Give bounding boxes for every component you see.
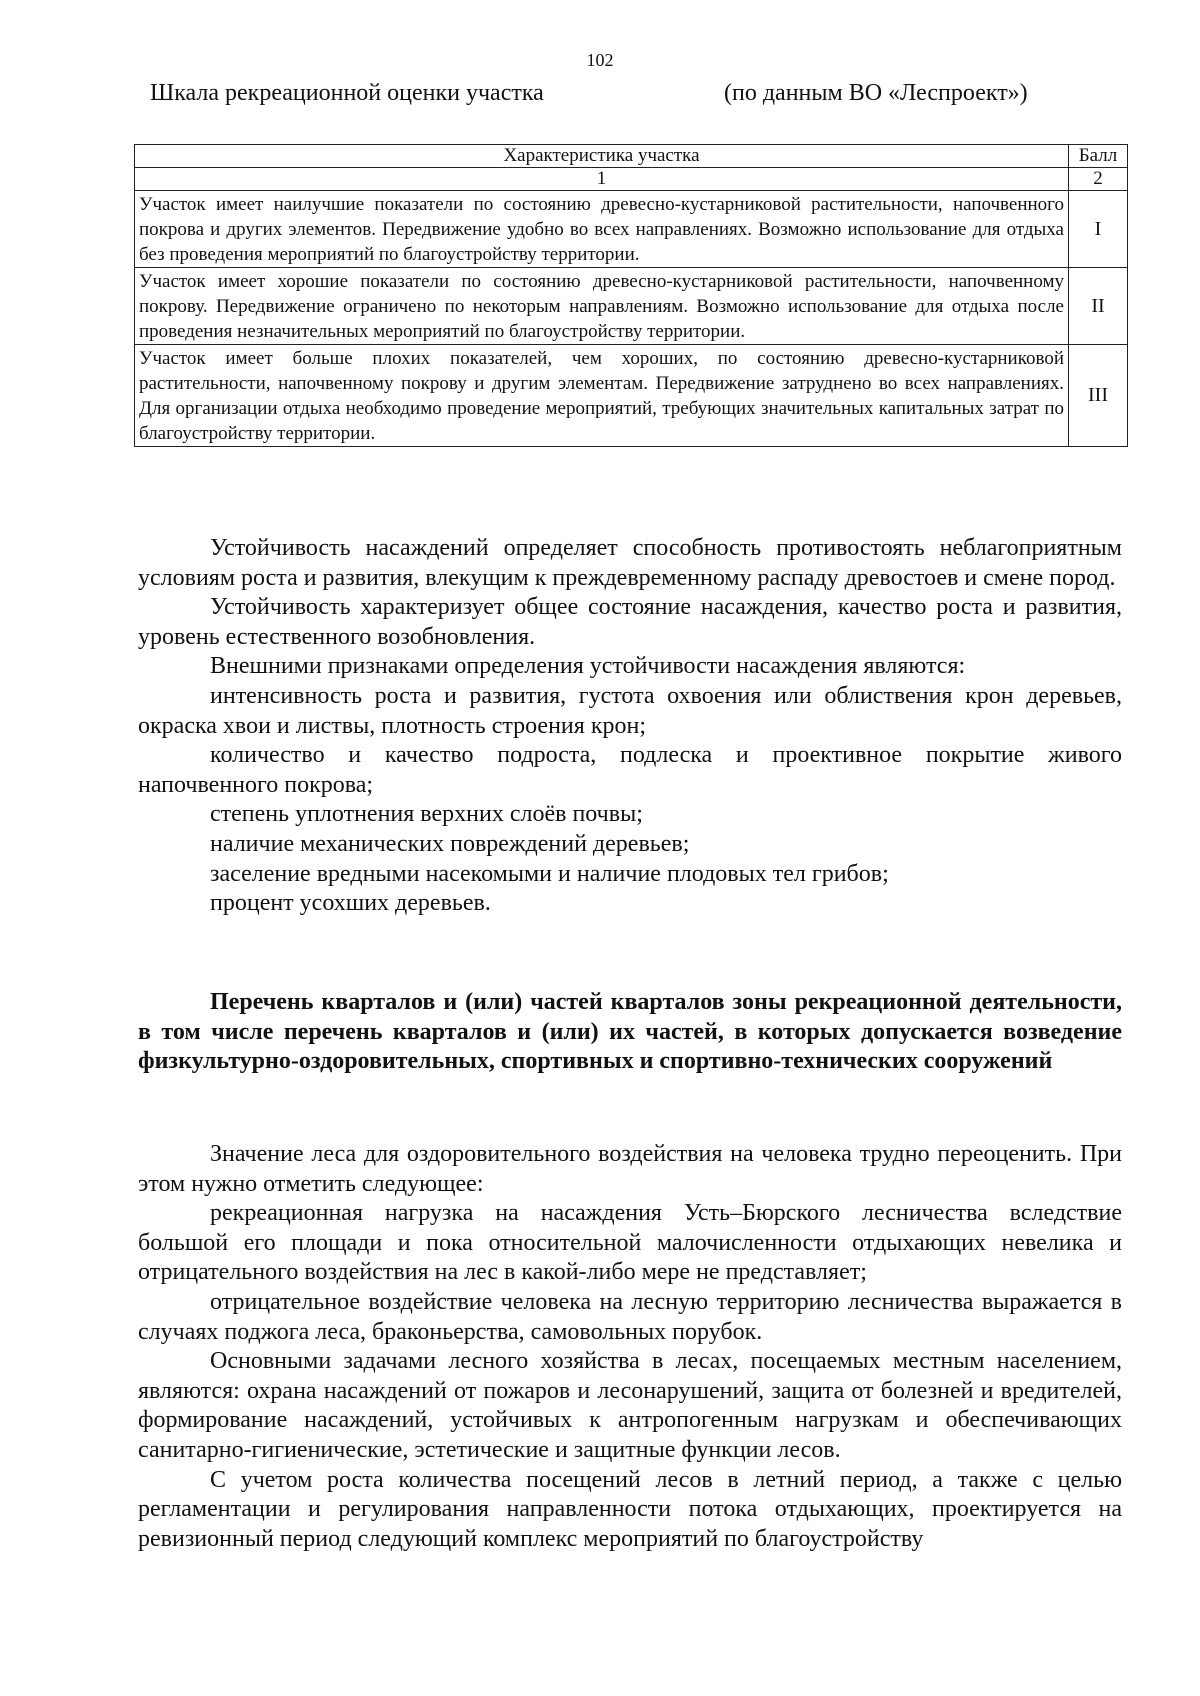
list-item: заселение вредными насекомыми и наличие плодовых тел грибов; bbox=[210, 860, 889, 887]
list-item: наличие механических повреждений деревьев; bbox=[210, 830, 690, 857]
table-header-row bbox=[135, 145, 1128, 168]
column-number-2: 2 bbox=[1069, 168, 1128, 191]
list-item: интенсивность роста и развития, густота охвоения или облиствения крон деревьев, окраска хвои и листвы, плотность строения крон; bbox=[138, 682, 1122, 739]
table-row bbox=[135, 191, 1128, 268]
paragraph: С учетом роста количества посещений лесов в летний период, а также с целью регламентации и регулирования направленности потока отдыхающих, проектируется на ревизионный период следующий комплекс мероприятий по благоустройству bbox=[138, 1466, 1122, 1552]
paragraph: Основными задачами лесного хозяйства в лесах, посещаемых местным населением, являются: охрана насаждений от пожаров и лесонарушений, защита от болезней и вредителей, формирование насаждений, устойчивых к антропогенным нагрузкам и обеспечивающих санитарно-гигиенические, эстетические и защитные функции лесов. bbox=[138, 1348, 1122, 1463]
row-description: Участок имеет хорошие показатели по состоянию древесно-кустарниковой растительности, напочвенному покрову. Передвижение ограничено по некоторым направлениям. Возможно использование для отдыха после проведения незначительных мероприятий по благоустройству территории. bbox=[135, 268, 1069, 345]
scale-source: (по данным ВО «Леспроект») bbox=[724, 80, 1028, 106]
header-score: Балл bbox=[1069, 145, 1128, 168]
paragraph: Устойчивость насаждений определяет способность противостоять неблагоприятным условиям роста и развития, влекущим к преждевременному распаду древостоев и смене пород. bbox=[138, 535, 1122, 591]
header-characteristic: Характеристика участка bbox=[135, 145, 1069, 168]
table-row bbox=[135, 345, 1128, 447]
scale-title: Шкала рекреационной оценки участка bbox=[150, 80, 544, 106]
row-description: Участок имеет больше плохих показателей, чем хороших, по состоянию древесно-кустарниковой растительности, напочвенному покрову и другим элементам. Передвижение затруднено во всех направлениях. Для организации отдыха необходимо проведение мероприятий, требующих значительных капитальных затрат по благоустройству территории. bbox=[135, 345, 1069, 447]
list-item: рекреационная нагрузка на насаждения Усть–Бюрского лесничества вследствие большой его площади и пока относительной малочисленности отдыхающих невелика и отрицательного воздействия на лес в какой-либо мере не представляет; bbox=[138, 1200, 1122, 1286]
row-score: I bbox=[1069, 191, 1128, 268]
stability-section bbox=[138, 534, 1122, 919]
row-description: Участок имеет наилучшие показатели по состоянию древесно-кустарниковой растительности, напочвенного покрова и других элементов. Передвижение удобно во всех направлениях. Возможно использование для отдыха без проведения мероприятий по благоустройству территории. bbox=[135, 191, 1069, 268]
table-column-numbers-row bbox=[135, 168, 1128, 191]
row-score: III bbox=[1069, 345, 1128, 447]
recreation-section bbox=[138, 1140, 1122, 1554]
column-number-1: 1 bbox=[135, 168, 1069, 191]
paragraph: Внешними признаками определения устойчивости насаждения являются: bbox=[210, 653, 966, 680]
list-item: степень уплотнения верхних слоёв почвы; bbox=[210, 801, 643, 828]
recreation-scale-table bbox=[134, 144, 1128, 447]
table-row bbox=[135, 268, 1128, 345]
paragraph: Значение леса для оздоровительного воздействия на человека трудно переоценить. При этом нужно отметить следующее: bbox=[138, 1141, 1122, 1197]
list-item: процент усохших деревьев. bbox=[210, 890, 491, 917]
page-number: 102 bbox=[586, 50, 614, 70]
list-item: количество и качество подроста, подлеска и проективное покрытие живого напочвенного покрова; bbox=[138, 742, 1122, 798]
list-item: отрицательное воздействие человека на лесную территорию лесничества выражается в случаях поджога леса, браконьерства, самовольных порубок. bbox=[138, 1288, 1122, 1345]
row-score: II bbox=[1069, 268, 1128, 345]
paragraph: Устойчивость характеризует общее состояние насаждения, качество роста и развития, уровень естественного возобновления. bbox=[138, 594, 1122, 650]
section-heading: Перечень кварталов и (или) частей кварталов зоны рекреационной деятельности, в том числе перечень кварталов и (или) их частей, в которых допускается возведение физкультурно-оздоровительных, спортивных и спортивно-технических сооружений bbox=[138, 989, 1122, 1075]
